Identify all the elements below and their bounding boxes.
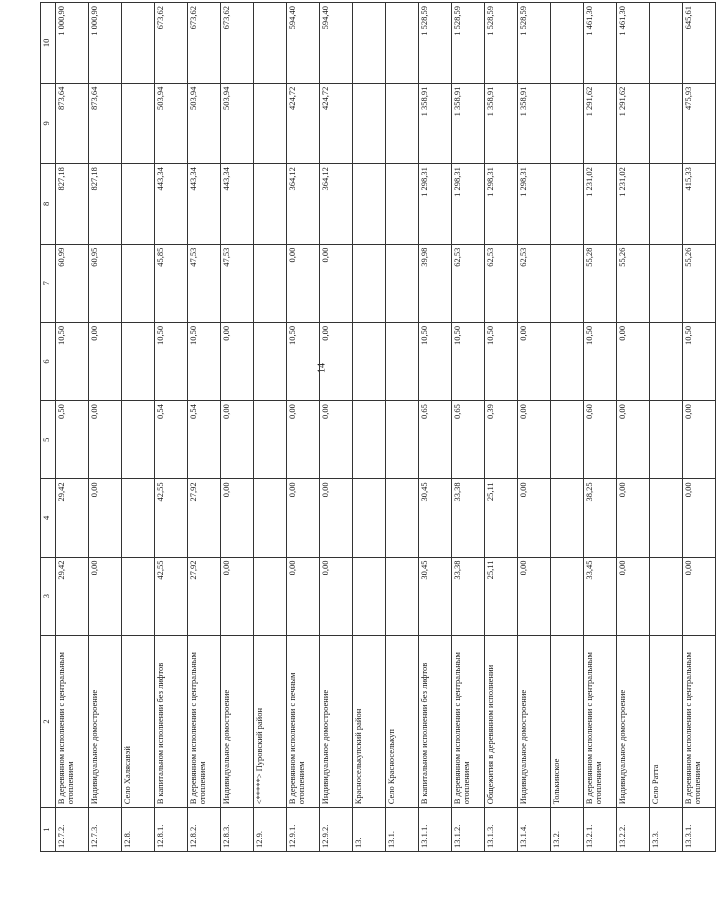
column-header: 1	[41, 808, 56, 852]
value-cell: 1 000,90	[89, 3, 122, 84]
table-row	[419, 3, 452, 852]
value-cell: 0,00	[320, 401, 353, 479]
table-row	[155, 3, 188, 852]
row-number-cell: 12.9.2.	[320, 808, 353, 852]
value-cell	[386, 244, 419, 322]
value-cell: 1 000,90	[56, 3, 89, 84]
value-cell	[254, 479, 287, 557]
row-number-cell: 13.3.1.	[683, 808, 716, 852]
value-cell: 0,60	[584, 401, 617, 479]
value-cell: 0,00	[617, 557, 650, 635]
value-cell	[254, 322, 287, 400]
row-number-cell: 13.1.4.	[518, 808, 551, 852]
value-cell: 827,18	[89, 164, 122, 245]
table-body	[56, 3, 716, 852]
value-cell: 0,00	[683, 479, 716, 557]
value-cell	[122, 322, 155, 400]
value-cell: 1 298,31	[518, 164, 551, 245]
row-label-cell: В капитальном исполнении без лифтов	[419, 635, 452, 808]
value-cell	[254, 244, 287, 322]
value-cell: 0,00	[89, 557, 122, 635]
value-cell: 673,62	[221, 3, 254, 84]
value-cell: 10,50	[452, 322, 485, 400]
value-cell: 1 358,91	[518, 83, 551, 164]
tariff-table	[40, 2, 716, 852]
value-cell: 0,39	[485, 401, 518, 479]
value-cell: 1 358,91	[452, 83, 485, 164]
value-cell: 364,12	[320, 164, 353, 245]
value-cell: 10,50	[419, 322, 452, 400]
value-cell: 0,00	[89, 322, 122, 400]
value-cell: 1 461,30	[584, 3, 617, 84]
value-cell	[551, 557, 584, 635]
row-label-cell: Село Халясавэй	[122, 635, 155, 808]
value-cell	[551, 401, 584, 479]
value-cell	[386, 557, 419, 635]
value-cell: 10,50	[287, 322, 320, 400]
value-cell: 10,50	[56, 322, 89, 400]
row-label-cell: Индивидуальное домостроение	[518, 635, 551, 808]
value-cell	[254, 164, 287, 245]
value-cell: 424,72	[320, 83, 353, 164]
value-cell: 0,54	[155, 401, 188, 479]
row-number-cell: 12.8.2.	[188, 808, 221, 852]
value-cell: 60,95	[89, 244, 122, 322]
row-number-cell: 12.7.3.	[89, 808, 122, 852]
value-cell: 873,64	[89, 83, 122, 164]
value-cell: 415,33	[683, 164, 716, 245]
column-header: 5	[41, 401, 56, 479]
row-number-cell: 13.1.	[386, 808, 419, 852]
value-cell	[551, 479, 584, 557]
value-cell: 25,11	[485, 479, 518, 557]
table-row	[485, 3, 518, 852]
value-cell: 30,45	[419, 479, 452, 557]
table-row	[353, 3, 386, 852]
value-cell	[386, 3, 419, 84]
value-cell: 42,55	[155, 557, 188, 635]
value-cell	[254, 83, 287, 164]
value-cell	[650, 557, 683, 635]
value-cell	[386, 401, 419, 479]
value-cell: 673,62	[188, 3, 221, 84]
value-cell: 0,00	[89, 479, 122, 557]
value-cell: 0,65	[419, 401, 452, 479]
row-number-cell: 13.2.	[551, 808, 584, 852]
value-cell	[650, 479, 683, 557]
value-cell	[122, 244, 155, 322]
row-label-cell: <*****> Пуровский район	[254, 635, 287, 808]
value-cell: 503,94	[188, 83, 221, 164]
value-cell	[551, 164, 584, 245]
row-label-cell: Индивидуальное домостроение	[320, 635, 353, 808]
value-cell: 503,94	[155, 83, 188, 164]
value-cell: 29,42	[56, 557, 89, 635]
value-cell: 443,34	[221, 164, 254, 245]
row-label-cell: Индивидуальное домостроение	[617, 635, 650, 808]
value-cell	[650, 164, 683, 245]
table-row	[188, 3, 221, 852]
row-number-cell: 13.1.1.	[419, 808, 452, 852]
value-cell: 1 231,02	[617, 164, 650, 245]
value-cell: 0,00	[683, 401, 716, 479]
value-cell: 0,00	[617, 322, 650, 400]
row-label-cell: В деревянном исполнении с центральным отоплением	[188, 635, 221, 808]
value-cell: 10,50	[188, 322, 221, 400]
value-cell: 0,00	[617, 401, 650, 479]
table-row	[617, 3, 650, 852]
value-cell: 1 231,02	[584, 164, 617, 245]
value-cell: 45,85	[155, 244, 188, 322]
page-number: 14	[316, 363, 328, 373]
value-cell: 0,00	[89, 401, 122, 479]
table-row	[287, 3, 320, 852]
row-label-cell: В деревянном исполнении с печным отоплением	[287, 635, 320, 808]
table-row	[254, 3, 287, 852]
value-cell: 55,26	[683, 244, 716, 322]
row-label-cell: Толькинское	[551, 635, 584, 808]
row-number-cell: 12.8.1.	[155, 808, 188, 852]
value-cell: 10,50	[485, 322, 518, 400]
value-cell: 29,42	[56, 479, 89, 557]
value-cell: 1 291,62	[617, 83, 650, 164]
value-cell: 1 298,31	[452, 164, 485, 245]
value-cell: 0,00	[287, 479, 320, 557]
value-cell: 0,00	[287, 401, 320, 479]
row-label-cell: Красноселькупский район	[353, 635, 386, 808]
value-cell: 1 528,59	[452, 3, 485, 84]
value-cell: 0,00	[518, 322, 551, 400]
value-cell: 1 528,59	[485, 3, 518, 84]
value-cell: 424,72	[287, 83, 320, 164]
value-cell	[353, 3, 386, 84]
value-cell: 0,00	[518, 479, 551, 557]
value-cell	[353, 164, 386, 245]
value-cell: 39,98	[419, 244, 452, 322]
value-cell: 0,00	[221, 557, 254, 635]
value-cell	[122, 401, 155, 479]
row-number-cell: 13.1.2.	[452, 808, 485, 852]
value-cell	[254, 401, 287, 479]
table-row	[221, 3, 254, 852]
value-cell: 47,53	[188, 244, 221, 322]
value-cell	[122, 83, 155, 164]
row-number-cell: 12.9.	[254, 808, 287, 852]
value-cell	[386, 479, 419, 557]
value-cell: 594,40	[287, 3, 320, 84]
value-cell: 0,00	[617, 479, 650, 557]
row-number-cell: 13.	[353, 808, 386, 852]
value-cell	[551, 3, 584, 84]
row-label-cell: В деревянном исполнении с центральным отоплением	[584, 635, 617, 808]
value-cell: 0,00	[320, 557, 353, 635]
value-cell: 55,26	[617, 244, 650, 322]
value-cell: 10,50	[683, 322, 716, 400]
column-header: 4	[41, 479, 56, 557]
value-cell	[386, 164, 419, 245]
value-cell: 0,00	[320, 244, 353, 322]
row-number-cell: 13.3.	[650, 808, 683, 852]
value-cell: 62,53	[452, 244, 485, 322]
column-header: 6	[41, 322, 56, 400]
value-cell	[386, 83, 419, 164]
value-cell: 10,50	[155, 322, 188, 400]
value-cell: 33,38	[452, 557, 485, 635]
value-cell: 27,92	[188, 479, 221, 557]
table-row	[452, 3, 485, 852]
value-cell: 0,00	[518, 401, 551, 479]
value-cell	[650, 83, 683, 164]
value-cell: 0,00	[221, 322, 254, 400]
column-header: 3	[41, 557, 56, 635]
value-cell: 27,92	[188, 557, 221, 635]
value-cell	[650, 322, 683, 400]
value-cell	[353, 557, 386, 635]
value-cell: 1 528,59	[419, 3, 452, 84]
table-row	[518, 3, 551, 852]
value-cell: 0,00	[320, 479, 353, 557]
value-cell	[122, 3, 155, 84]
value-cell: 60,99	[56, 244, 89, 322]
table-row	[89, 3, 122, 852]
value-cell: 55,28	[584, 244, 617, 322]
row-number-cell: 12.8.	[122, 808, 155, 852]
table-row	[551, 3, 584, 852]
value-cell: 1 358,91	[485, 83, 518, 164]
value-cell: 0,00	[518, 557, 551, 635]
value-cell: 25,11	[485, 557, 518, 635]
row-label-cell: Село Красноселькуп	[386, 635, 419, 808]
value-cell: 62,53	[518, 244, 551, 322]
value-cell: 827,18	[56, 164, 89, 245]
value-cell	[551, 322, 584, 400]
value-cell: 1 298,31	[419, 164, 452, 245]
value-cell: 503,94	[221, 83, 254, 164]
value-cell	[254, 557, 287, 635]
row-number-cell: 12.8.3.	[221, 808, 254, 852]
value-cell	[386, 322, 419, 400]
value-cell: 873,64	[56, 83, 89, 164]
row-label-cell: Село Ратта	[650, 635, 683, 808]
value-cell	[353, 322, 386, 400]
value-cell: 1 298,31	[485, 164, 518, 245]
value-cell: 38,25	[584, 479, 617, 557]
value-cell: 475,93	[683, 83, 716, 164]
value-cell	[353, 83, 386, 164]
value-cell: 0,00	[320, 322, 353, 400]
value-cell: 62,53	[485, 244, 518, 322]
value-cell	[650, 401, 683, 479]
column-header: 8	[41, 164, 56, 245]
value-cell: 673,62	[155, 3, 188, 84]
value-cell: 33,38	[452, 479, 485, 557]
row-label-cell: В деревянном исполнении с центральным отоплением	[452, 635, 485, 808]
value-cell: 594,40	[320, 3, 353, 84]
value-cell: 10,50	[584, 322, 617, 400]
table-row	[56, 3, 89, 852]
value-cell: 645,61	[683, 3, 716, 84]
value-cell: 0,65	[452, 401, 485, 479]
value-cell: 30,45	[419, 557, 452, 635]
value-cell: 33,45	[584, 557, 617, 635]
value-cell	[122, 557, 155, 635]
value-cell: 0,54	[188, 401, 221, 479]
value-cell: 1 358,91	[419, 83, 452, 164]
row-label-cell: Индивидуальное домостроение	[89, 635, 122, 808]
row-label-cell: В деревянном исполнении с центральным отоплением	[56, 635, 89, 808]
column-header: 9	[41, 83, 56, 164]
tariff-table-container	[40, 2, 703, 852]
value-cell: 0,50	[56, 401, 89, 479]
value-cell: 443,34	[188, 164, 221, 245]
value-cell: 1 528,59	[518, 3, 551, 84]
value-cell	[254, 3, 287, 84]
column-number-row	[41, 3, 56, 852]
column-header: 2	[41, 635, 56, 808]
value-cell	[650, 3, 683, 84]
table-row	[320, 3, 353, 852]
column-header: 7	[41, 244, 56, 322]
row-label-cell: Общежития в деревянном исполнении	[485, 635, 518, 808]
value-cell: 364,12	[287, 164, 320, 245]
row-number-cell: 12.7.2.	[56, 808, 89, 852]
column-header: 10	[41, 3, 56, 84]
value-cell	[353, 401, 386, 479]
value-cell: 1 291,62	[584, 83, 617, 164]
value-cell: 0,00	[287, 244, 320, 322]
row-number-cell: 13.2.2.	[617, 808, 650, 852]
value-cell	[122, 164, 155, 245]
table-row	[584, 3, 617, 852]
row-number-cell: 12.9.1.	[287, 808, 320, 852]
value-cell	[551, 244, 584, 322]
value-cell	[122, 479, 155, 557]
value-cell: 42,55	[155, 479, 188, 557]
value-cell: 443,34	[155, 164, 188, 245]
row-label-cell: В капитальном исполнении без лифтов	[155, 635, 188, 808]
table-row	[386, 3, 419, 852]
value-cell: 0,00	[683, 557, 716, 635]
value-cell	[650, 244, 683, 322]
row-label-cell: В деревянном исполнении с центральным отоплением	[683, 635, 716, 808]
value-cell: 0,00	[221, 401, 254, 479]
row-number-cell: 13.1.3.	[485, 808, 518, 852]
table-row	[683, 3, 716, 852]
value-cell: 47,53	[221, 244, 254, 322]
value-cell	[353, 479, 386, 557]
row-number-cell: 13.2.1.	[584, 808, 617, 852]
row-label-cell: Индивидуальное домостроение	[221, 635, 254, 808]
table-row	[650, 3, 683, 852]
table-row	[122, 3, 155, 852]
value-cell: 0,00	[221, 479, 254, 557]
value-cell: 1 461,30	[617, 3, 650, 84]
value-cell	[551, 83, 584, 164]
value-cell: 0,00	[287, 557, 320, 635]
value-cell	[353, 244, 386, 322]
